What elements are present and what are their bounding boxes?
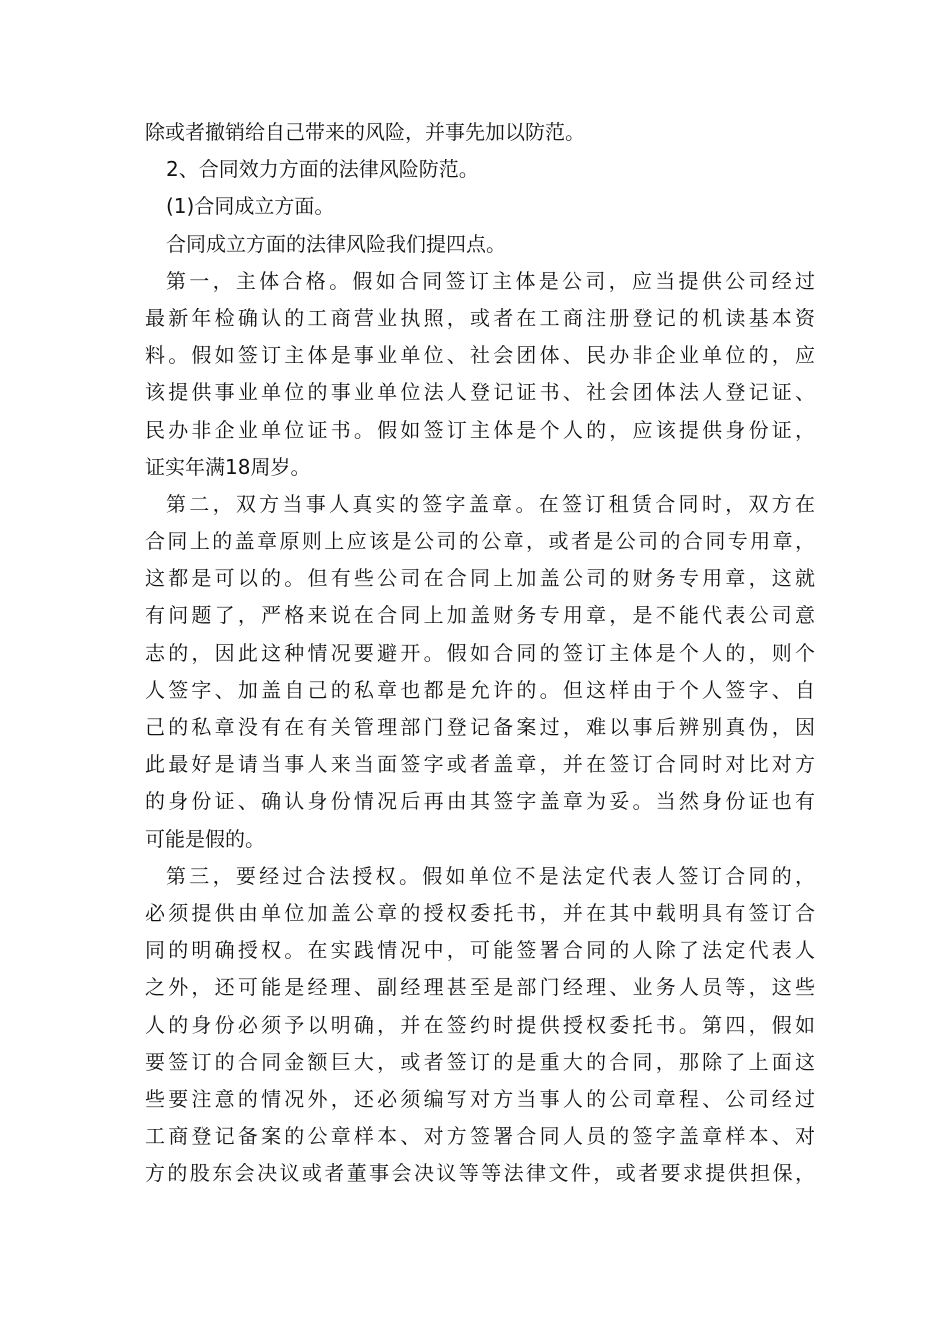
document-body: [145, 114, 815, 1192]
text-line: 人的身份必须予以明确，并在签约时提供授权委托书。第四，假如: [145, 1012, 815, 1037]
text-line: 证实年满18周岁。: [145, 454, 311, 479]
text-line: 该提供事业单位的事业单位法人登记证书、社会团体法人登记证、: [145, 380, 815, 405]
text-line: 要签订的合同金额巨大，或者签订的是重大的合同，那除了上面这: [145, 1049, 815, 1074]
text-line: 的身份证、确认身份情况后再由其签字盖章为妥。当然身份证也有: [145, 789, 815, 814]
text-line: 必须提供由单位加盖公章的授权委托书，并在其中载明具有签订合: [145, 900, 815, 925]
text-line: 志的，因此这种情况要避开。假如合同的签订主体是个人的，则个: [145, 640, 815, 665]
text-line: 第一，主体合格。假如合同签订主体是公司，应当提供公司经过: [166, 268, 815, 293]
text-line: 民办非企业单位证书。假如签订主体是个人的，应该提供身份证，: [145, 417, 815, 442]
text-line: 己的私章没有在有关管理部门登记备案过，难以事后辨别真伪，因: [145, 715, 815, 739]
text-line: 此最好是请当事人来当面签字或者盖章，并在签订合同时对比对方: [145, 752, 815, 777]
text-line: 合同上的盖章原则上应该是公司的公章，或者是公司的合同专用章，: [145, 529, 815, 554]
text-line: 合同成立方面的法律风险我们提四点。: [166, 231, 506, 256]
text-line: 同的明确授权。在实践情况中，可能签署合同的人除了法定代表人: [145, 938, 815, 963]
text-line: 工商登记备案的公章样本、对方签署合同人员的签字盖章样本、对: [145, 1124, 815, 1149]
text-line: 第二，双方当事人真实的签字盖章。在签订租赁合同时，双方在: [166, 491, 815, 516]
text-line: 可能是假的。: [145, 826, 265, 851]
text-line: 这都是可以的。但有些公司在合同上加盖公司的财务专用章，这就: [145, 566, 815, 591]
text-line: 最新年检确认的工商营业执照，或者在工商注册登记的机读基本资: [145, 305, 815, 330]
text-line: 有问题了，严格来说在合同上加盖财务专用章，是不能代表公司意: [145, 603, 815, 628]
text-line: 除或者撤销给自己带来的风险，并事先加以防范。: [145, 120, 585, 144]
text-line: 些要注意的情况外，还必须编写对方当事人的公司章程、公司经过: [145, 1086, 815, 1111]
text-line: 人签字、加盖自己的私章也都是允许的。但这样由于个人签字、自: [145, 677, 815, 702]
text-line: 料。假如签订主体是事业单位、社会团体、民办非企业单位的，应: [145, 343, 815, 368]
text-line: 方的股东会决议或者董事会决议等等法律文件，或者要求提供担保，: [145, 1161, 815, 1186]
text-line: (1)合同成立方面。: [166, 194, 335, 219]
text-line: 第三，要经过合法授权。假如单位不是法定代表人签订合同的，: [166, 863, 815, 888]
text-line: 2、合同效力方面的法律风险防范。: [166, 157, 479, 182]
text-line: 之外，还可能是经理、副经理甚至是部门经理、业务人员等，这些: [145, 975, 815, 1000]
